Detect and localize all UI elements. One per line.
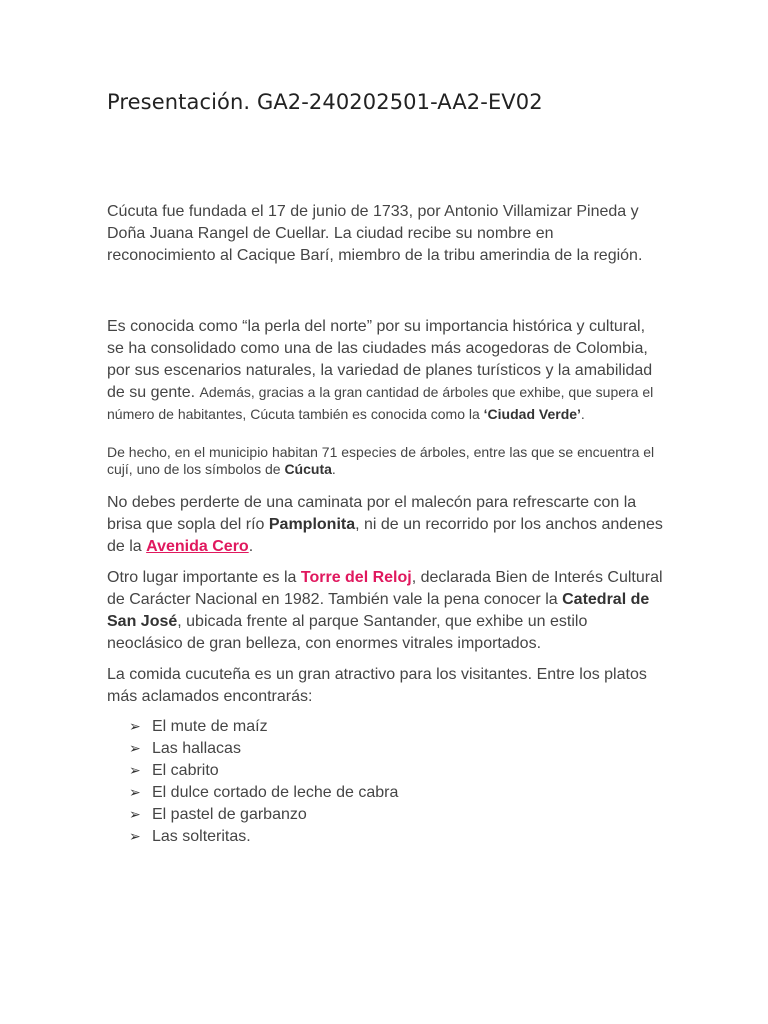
ciudad-verde-bold: ‘Ciudad Verde’ [483,406,581,422]
paragraph-perla-main: Es conocida como “la perla del norte” por su importancia histórica y cultural, se ha consolidado como una de las ciudades más acogedoras de Colombia, por sus escenarios naturales, la variedad de planes turísticos y la amabilidad de su gente. [107,318,653,401]
list-item [129,804,663,826]
arrow-bullet-icon: ➢ [129,785,141,801]
pamplonita-bold: Pamplonita [268,516,356,533]
paragraph-malecon-b: , ni de un recorrido por los anchos andenes de la [107,516,663,555]
list-item-label: El dulce cortado de leche de cabra [152,784,399,801]
list-item-label: El mute de maíz [152,718,268,735]
list-item-label: El cabrito [152,762,219,779]
list-item-label: Las hallacas [152,740,241,757]
paragraph-malecon-a: No debes perderte de una caminata por el malecón para refrescarte con la brisa que sopla del río [107,494,637,533]
paragraph-arboles-end: . [331,461,336,477]
paragraph-torre-a: Otro lugar importante es la [107,569,301,586]
list-item [129,760,663,782]
paragraph-perla-end: . [580,406,585,422]
paragraph-torre-reloj [107,567,663,655]
document-body [107,201,663,848]
list-item [129,738,663,760]
arrow-bullet-icon: ➢ [129,829,141,845]
paragraph-malecon [107,492,663,558]
list-item-label: El pastel de garbanzo [152,806,307,823]
list-item-label: Las solteritas. [152,828,251,845]
paragraph-malecon-end: . [248,538,254,555]
arrow-bullet-icon: ➢ [129,741,141,757]
arrow-bullet-icon: ➢ [129,719,141,735]
paragraph-torre-b: , declarada Bien de Interés Cultural de Carácter Nacional en 1982. También vale la pena conocer la [107,569,663,608]
paragraph-perla-small: Además, gracias a la gran cantidad de árboles que exhibe, que supera el número de habitantes, Cúcuta también es conocida como la [107,384,654,422]
avenida-cero-link[interactable]: Avenida Cero [146,538,249,555]
document-title: Presentación. GA2-240202501-AA2-EV02 [107,90,543,114]
paragraph-founding: Cúcuta fue fundada el 17 de junio de 1733, por Antonio Villamizar Pineda y Doña Juana Rangel de Cuellar. La ciudad recibe su nombre en reconocimiento al Cacique Barí, miembro de la tribu amerindia de la región. [107,203,643,264]
torre-del-reloj-highlight: Torre del Reloj [300,569,412,586]
paragraph-comida: La comida cucuteña es un gran atractivo para los visitantes. Entre los platos más aclamados encontrarás: [107,666,647,705]
paragraph-perla-del-norte [107,316,663,426]
paragraph-arboles [107,444,663,478]
catedral-bold: Catedral de San José [107,591,650,630]
dishes-list [107,716,663,848]
list-item [129,826,663,848]
paragraph-torre-c: , ubicada frente al parque Santander, que exhibe un estilo neoclásico de gran belleza, con enormes vitrales importados. [107,613,588,652]
list-item [129,716,663,738]
arrow-bullet-icon: ➢ [129,807,141,823]
cucuta-bold: Cúcuta [284,461,332,477]
paragraph-arboles-text: De hecho, en el municipio habitan 71 especies de árboles, entre las que se encuentra el cují, uno de los símbolos de [107,444,655,477]
arrow-bullet-icon: ➢ [129,763,141,779]
list-item [129,782,663,804]
